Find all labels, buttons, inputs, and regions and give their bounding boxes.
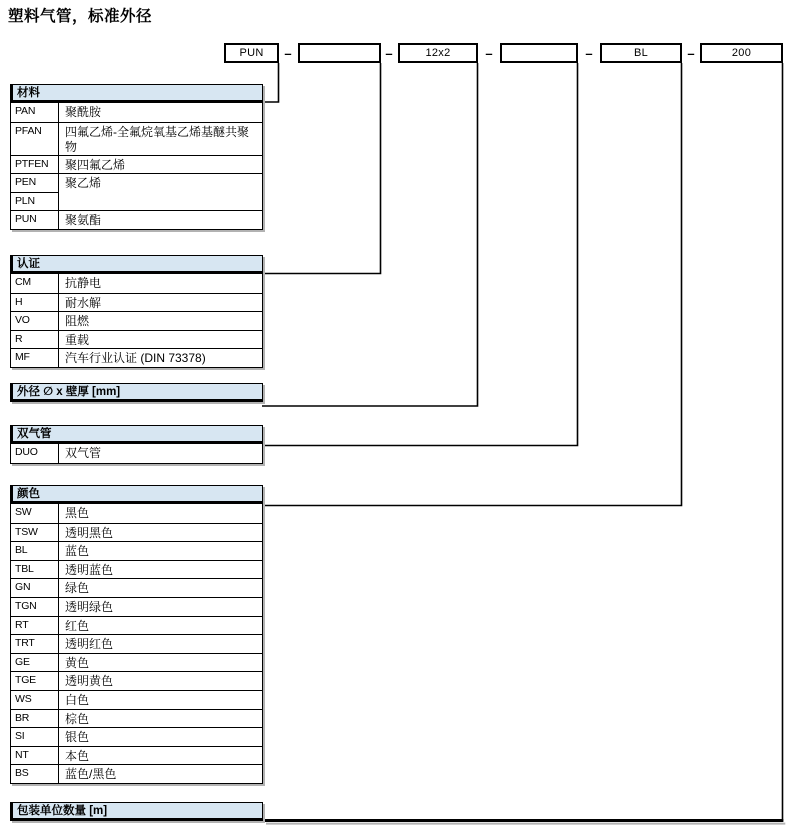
label-cell: 黑色 [65,506,90,520]
label-cell: 阻燃 [59,311,262,330]
section-material [10,84,263,230]
table-row [11,330,262,349]
section-header: 认证 [10,255,263,274]
label-cell: 银色 [59,727,262,746]
connector-line [262,63,279,102]
code-box-color [600,43,682,63]
table-row [11,311,262,330]
label-cell: 透明黄色 [59,671,262,690]
table-row [11,541,262,560]
label-cell: 汽车行业认证 (DIN 73378) [59,348,262,367]
table-row [11,444,262,463]
code-separator: – [687,45,695,61]
code-cell: DUO [11,444,59,463]
label-cell: 四氟乙烯-全氟烷氧基乙烯基醚共聚物 [59,122,262,155]
label-cell: 蓝色/黑色 [59,764,262,783]
code-cell: TRT [11,634,59,653]
label-cell: 抗静电 [65,276,102,290]
label-cell: 本色 [59,746,262,765]
section-table [10,504,263,784]
section-table [10,444,263,464]
code-cell: R [11,330,59,349]
code-cell: CM [11,274,59,293]
code-cell: PEN [11,173,59,192]
table-row [11,504,262,523]
section-header: 包装单位数量 [m] [10,802,263,821]
code-cell: PFAN [11,122,59,155]
section-header: 双气管 [10,425,263,444]
label-cell [59,192,262,211]
connector-line [262,63,381,274]
code-separator: – [585,45,593,61]
table-row [11,523,262,542]
section-color [10,485,263,784]
table-row [11,274,262,293]
label-cell: 重载 [59,330,262,349]
code-cell: BL [11,541,59,560]
code-box-duo [500,43,578,63]
code-cell: H [11,293,59,312]
table-row [11,634,262,653]
code-cell: WS [11,690,59,709]
label-cell: 聚酰胺 [65,105,102,119]
section-table [10,274,263,368]
table-row [11,122,262,155]
label-cell: 耐水解 [59,293,262,312]
label-cell: 棕色 [59,709,262,728]
label-cell: 白色 [59,690,262,709]
section-duo-tubing [10,425,263,464]
label-cell: 聚四氟乙烯 [59,155,262,174]
section-table [10,103,263,230]
table-row [11,348,262,367]
table-row [11,103,262,122]
table-row [11,709,262,728]
section-certification [10,255,263,368]
code-box-diameter [398,43,478,63]
code-cell: PAN [11,103,59,122]
code-separator: – [485,45,493,61]
section-header: 外径 ∅ x 壁厚 [mm] [10,383,263,402]
code-cell: PUN [11,210,59,229]
table-row [11,690,262,709]
code-box-material [224,43,279,63]
table-row [11,192,262,211]
table-row [11,560,262,579]
code-box-label: PUN [239,47,264,59]
code-cell: SI [11,727,59,746]
table-row [11,597,262,616]
label-cell: 黄色 [59,653,262,672]
table-row [11,173,262,192]
code-cell: BS [11,764,59,783]
page-title: 塑料气管，标准外径 [8,8,153,25]
label-cell: 双气管 [65,446,102,460]
code-cell: SW [11,504,59,523]
label-cell: 聚氨酯 [59,210,262,229]
label-cell: 透明红色 [59,634,262,653]
code-separator: – [385,45,393,61]
table-row [11,616,262,635]
label-cell: 透明黑色 [59,523,262,542]
code-cell: GE [11,653,59,672]
code-separator: – [284,45,292,61]
table-row [11,653,262,672]
code-cell: GN [11,578,59,597]
code-cell: TSW [11,523,59,542]
label-cell: 聚乙烯 [59,173,262,192]
connector-line [262,63,578,446]
table-row [11,155,262,174]
section-packaging-unit [10,802,263,821]
connector-line [262,63,478,406]
table-row [11,727,262,746]
code-cell: PTFEN [11,155,59,174]
table-row [11,210,262,229]
table-row [11,578,262,597]
table-row [11,764,262,783]
code-box-packaging [700,43,783,63]
code-box-certification [298,43,381,63]
section-outer-diameter [10,383,263,402]
table-row [11,671,262,690]
label-cell: 透明蓝色 [59,560,262,579]
code-box-label: 200 [731,47,752,59]
label-cell: 蓝色 [59,541,262,560]
section-header: 材料 [10,84,263,103]
label-cell: 透明绿色 [59,597,262,616]
code-cell: MF [11,348,59,367]
code-cell: TBL [11,560,59,579]
table-row [11,293,262,312]
code-cell: BR [11,709,59,728]
code-box-label: 12x2 [425,47,451,59]
code-cell: PLN [11,192,59,211]
code-cell: NT [11,746,59,765]
connector-line [262,63,682,506]
section-header: 颜色 [10,485,263,504]
code-cell: VO [11,311,59,330]
label-cell: 绿色 [59,578,262,597]
code-cell: TGE [11,671,59,690]
table-row [11,746,262,765]
code-cell: TGN [11,597,59,616]
code-box-label: BL [633,47,649,59]
label-cell: 红色 [59,616,262,635]
code-cell: RT [11,616,59,635]
